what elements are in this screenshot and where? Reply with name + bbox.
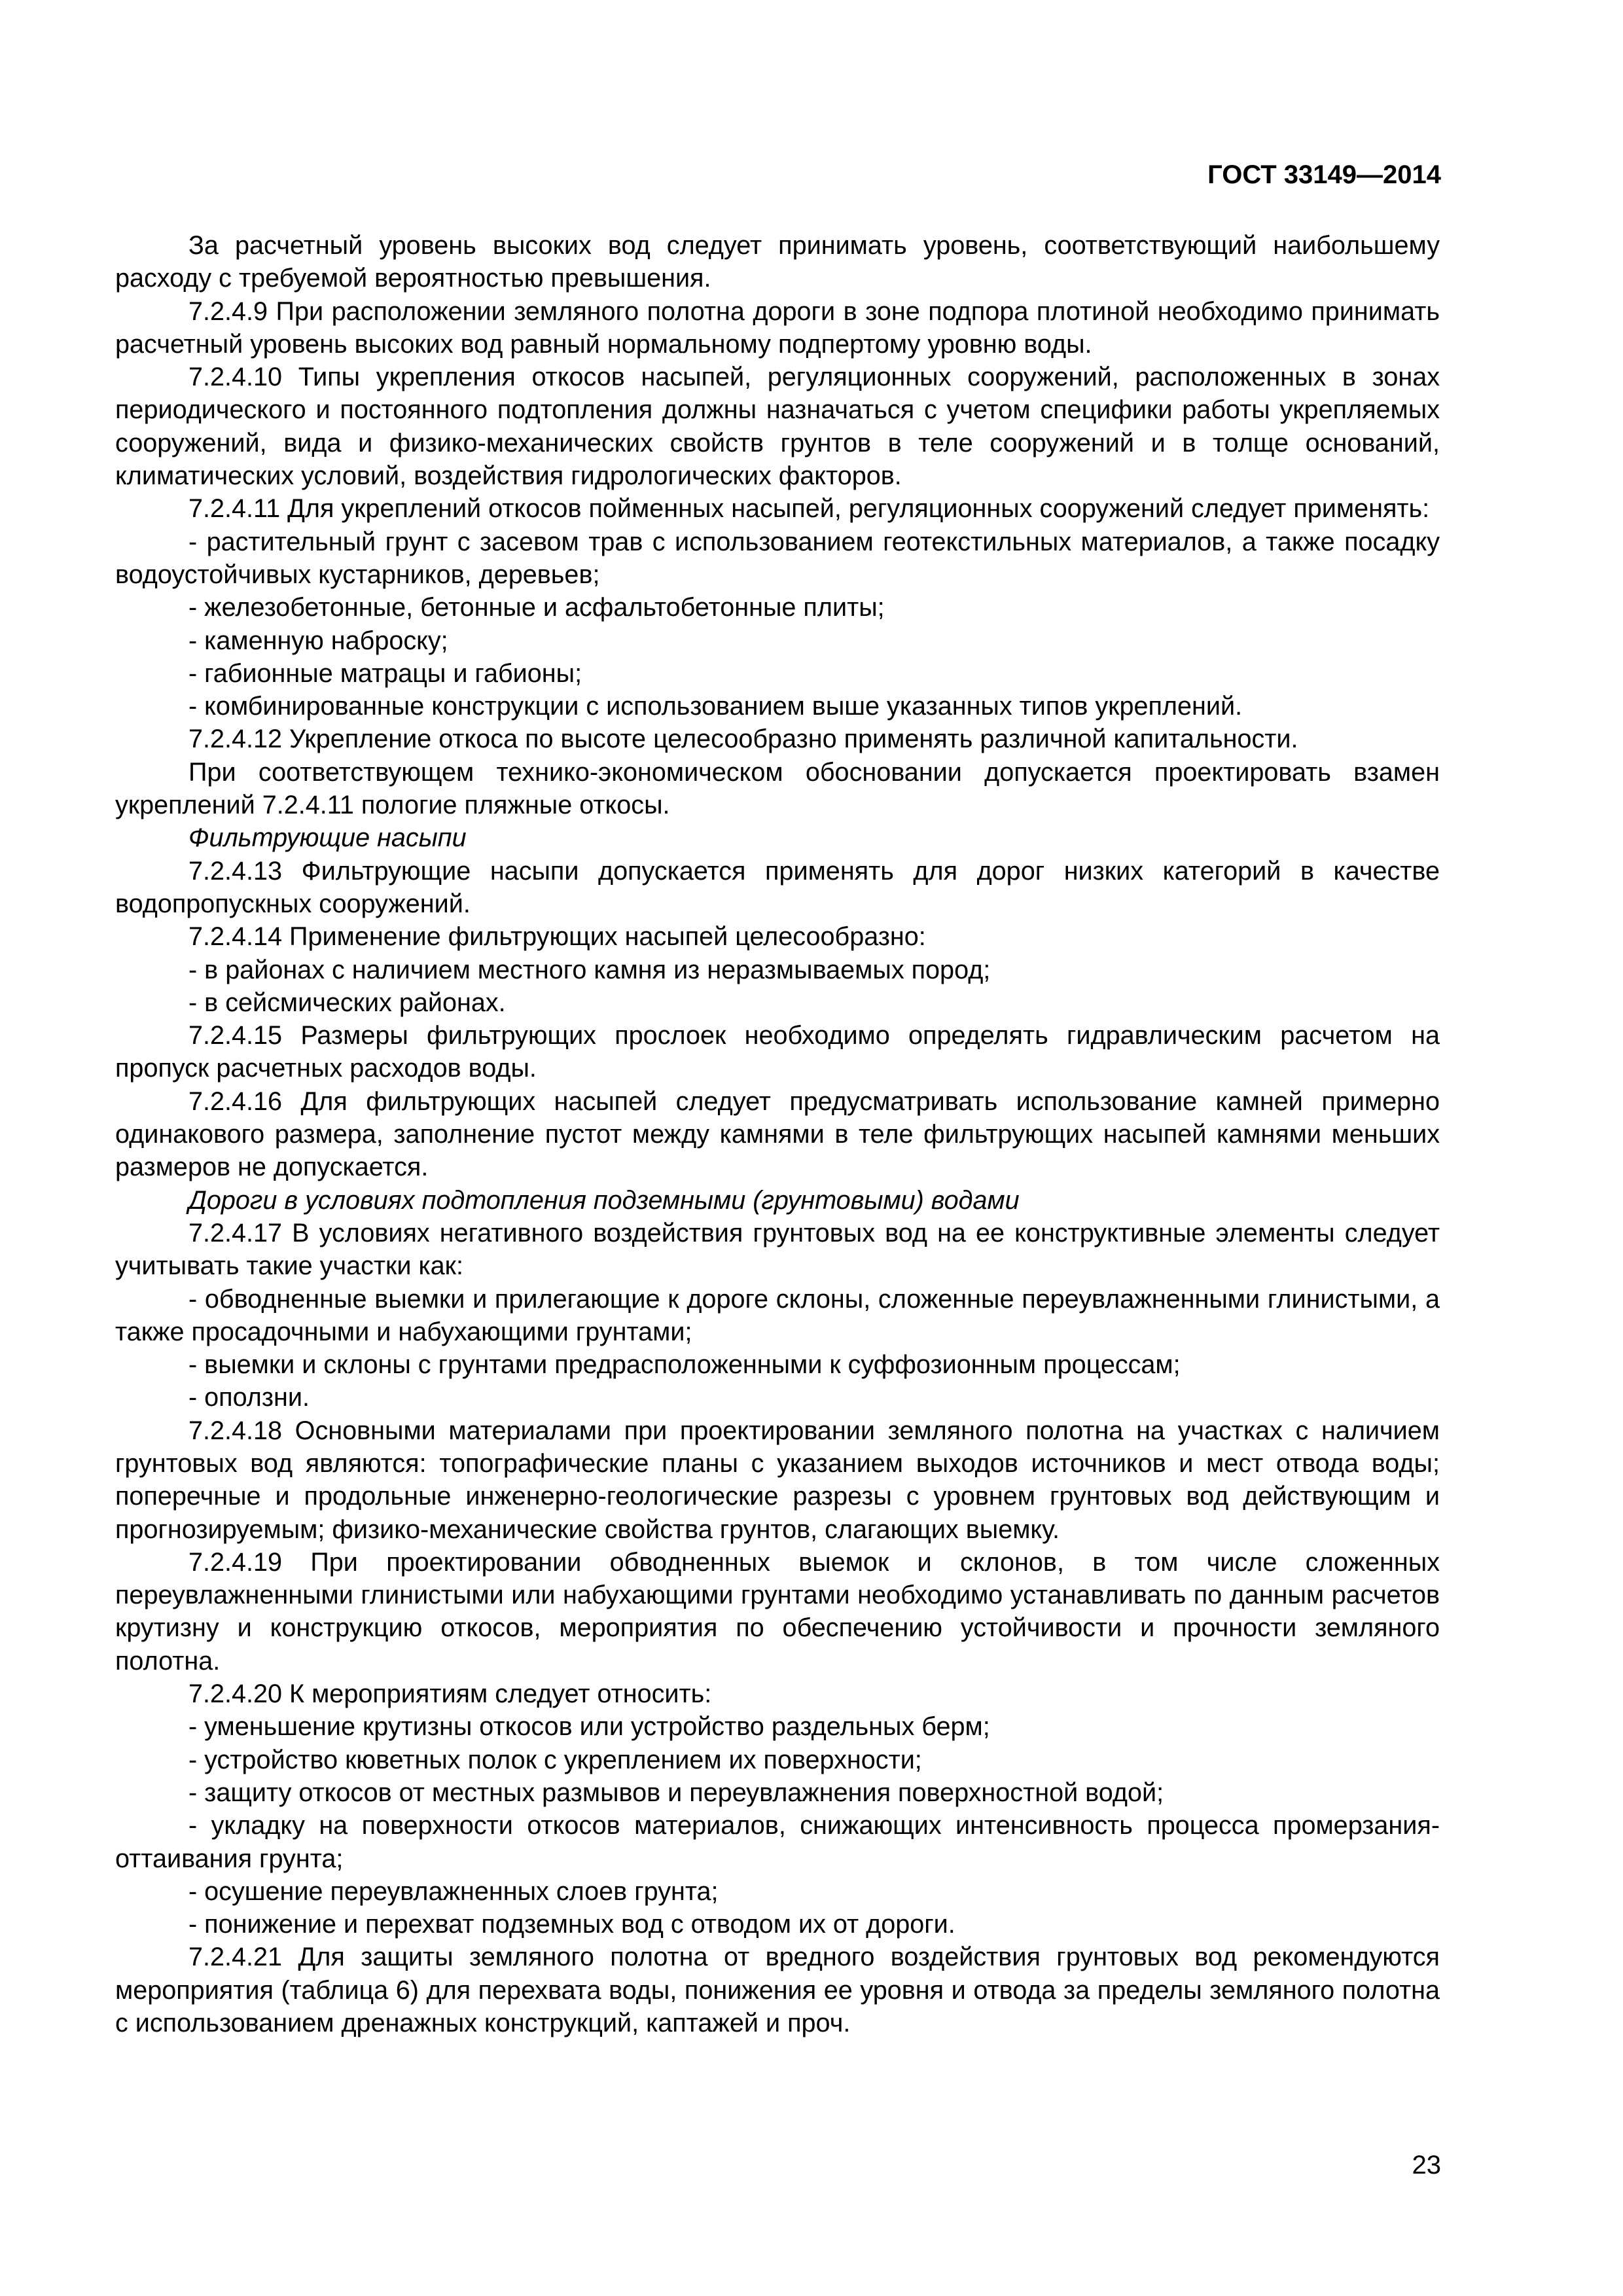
- paragraph: 7.2.4.12 Укрепление откоса по высоте целесообразно применять различной капитальности.: [188, 725, 1298, 754]
- list-item: - комбинированные конструкции с использованием выше указанных типов укреплений.: [188, 692, 1243, 721]
- paragraph: 7.2.4.9 При расположении земляного полотна дороги в зоне подпора плотиной необходимо принимать расчетный уровень высоких вод равный нормальному подпертому уровню воды.: [115, 296, 1440, 359]
- list-item: - обводненные выемки и прилегающие к дороге склоны, сложенные переувлажненными глинистыми, а также просадочными и набухающими грунтами;: [115, 1284, 1440, 1346]
- list-item: - железобетонные, бетонные и асфальтобетонные плиты;: [188, 593, 885, 622]
- list-item: - оползни.: [188, 1383, 310, 1412]
- paragraph: 7.2.4.20 К мероприятиям следует относить:: [188, 1679, 712, 1709]
- document-standard-header: ГОСТ 33149—2014: [1207, 160, 1441, 189]
- paragraph: 7.2.4.10 Типы укрепления откосов насыпей, регуляционных сооружений, расположенных в зонах периодического и постоянного подтопления должны назначаться с учетом специфики работы укрепляемых сооружений, вида и физико-механических свойств грунтов в теле сооружений и в толще оснований, климатических условий, воздействия гидрологических факторов.: [115, 363, 1440, 491]
- list-item: - уменьшение крутизны откосов или устройство раздельных берм;: [188, 1712, 990, 1742]
- list-item: - каменную наброску;: [188, 626, 448, 655]
- list-item: - понижение и перехват подземных вод с отводом их от дороги.: [188, 1910, 955, 1939]
- paragraph: 7.2.4.18 Основными материалами при проектировании земляного полотна на участках с наличием грунтовых вод являются: топографические планы с указанием выходов источников и мест отвода воды; поперечные и продольные инженерно-геологические разрезы с уровнем грунтовых вод действующим и прогнозируемым; физико-механические свойства грунтов, слагающих выемку.: [115, 1416, 1440, 1544]
- list-item: - осушение переувлажненных слоев грунта;: [188, 1876, 719, 1906]
- paragraph: 7.2.4.14 Применение фильтрующих насыпей целесообразно:: [188, 922, 926, 952]
- paragraph: 7.2.4.16 Для фильтрующих насыпей следует предусматривать использование камней примерно одинакового размера, заполнение пустот между камнями в теле фильтрующих насыпей камнями меньших размеров не допускается.: [115, 1086, 1440, 1182]
- list-item: - растительный грунт с засевом трав с использованием геотекстильных материалов, а также посадку водоустойчивых кустарников, деревьев;: [115, 527, 1440, 589]
- section-subheading: Фильтрующие насыпи: [188, 823, 467, 853]
- list-item: - в сейсмических районах.: [188, 988, 506, 1017]
- list-item: - в районах с наличием местного камня из неразмываемых пород;: [188, 955, 991, 984]
- list-item: - устройство кюветных полок с укреплением их поверхности;: [188, 1745, 922, 1774]
- list-item: - габионные матрацы и габионы;: [188, 658, 582, 688]
- list-item: - выемки и склоны с грунтами предрасположенными к суффозионным процессам;: [188, 1350, 1181, 1380]
- list-item: - укладку на поверхности откосов материалов, снижающих интенсивность процесса промерзания-оттаивания грунта;: [115, 1811, 1440, 1873]
- paragraph: 7.2.4.21 Для защиты земляного полотна от вредного воздействия грунтовых вод рекомендуются мероприятия (таблица 6) для перехвата воды, понижения ее уровня и отвода за пределы земляного полотна с использованием дренажных конструкций, каптажей и проч.: [115, 1943, 1440, 2038]
- document-body: [115, 229, 1440, 2039]
- paragraph: При соответствующем технико-экономическом обосновании допускается проектировать взамен укреплений 7.2.4.11 пологие пляжные откосы.: [115, 757, 1440, 820]
- page-number: 23: [1412, 2151, 1441, 2179]
- paragraph: 7.2.4.13 Фильтрующие насыпи допускается применять для дорог низких категорий в качестве водопропускных сооружений.: [115, 856, 1440, 918]
- list-item: - защиту откосов от местных размывов и переувлажнения поверхностной водой;: [188, 1778, 1164, 1807]
- paragraph: 7.2.4.17 В условиях негативного воздействия грунтовых вод на ее конструктивные элементы следует учитывать такие участки как:: [115, 1218, 1440, 1281]
- paragraph: 7.2.4.19 При проектировании обводненных выемок и склонов, в том числе сложенных переувлажненными глинистыми или набухающими грунтами необходимо устанавливать по данным расчетов крутизну и конструкцию откосов, мероприятия по обеспечению устойчивости и прочности земляного полотна.: [115, 1547, 1440, 1676]
- paragraph: 7.2.4.11 Для укреплений откосов пойменных насыпей, регуляционных сооружений следует применять:: [188, 494, 1430, 524]
- paragraph: 7.2.4.15 Размеры фильтрующих прослоек необходимо определять гидравлическим расчетом на пропуск расчетных расходов воды.: [115, 1021, 1440, 1083]
- section-subheading: Дороги в условиях подтопления подземными (грунтовыми) водами: [188, 1185, 1020, 1215]
- paragraph: За расчетный уровень высоких вод следует принимать уровень, соответствующий наибольшему расходу с требуемой вероятностью превышения.: [115, 231, 1440, 293]
